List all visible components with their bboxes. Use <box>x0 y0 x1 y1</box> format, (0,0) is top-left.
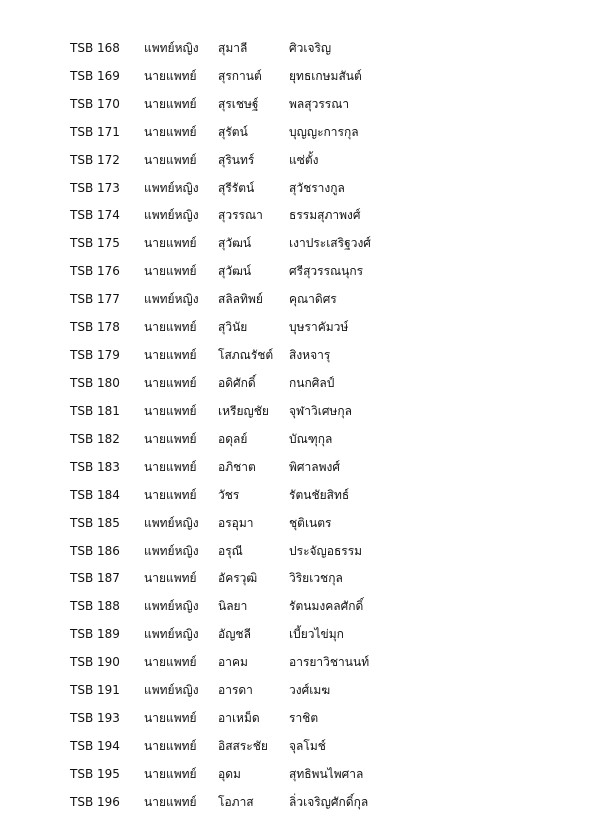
member-title: นายแพทย์ <box>144 403 197 418</box>
member-code: TSB 191 <box>70 683 120 698</box>
table-row <box>70 257 590 285</box>
member-title: นายแพทย์ <box>144 571 197 586</box>
member-first-name: อัญชลี <box>218 627 251 642</box>
member-last-name: ลิ่วเจริญศักดิ์กุล <box>289 794 369 809</box>
table-row <box>70 202 590 230</box>
member-code: TSB 189 <box>70 627 120 642</box>
member-list <box>70 34 590 816</box>
member-title: แพทย์หญิง <box>144 515 199 530</box>
member-title: แพทย์หญิง <box>144 208 199 223</box>
member-first-name: วัชร <box>218 487 240 502</box>
member-last-name: จุฬาวิเศษกุล <box>289 403 352 418</box>
member-first-name: อาคม <box>218 655 248 670</box>
member-last-name: ประจัญอธรรม <box>289 543 363 558</box>
member-title: นายแพทย์ <box>144 655 197 670</box>
member-title: นายแพทย์ <box>144 766 197 781</box>
member-last-name: แซ่ตั้ง <box>289 152 319 167</box>
member-last-name: พิศาลพงศ์ <box>289 459 341 474</box>
member-title: นายแพทย์ <box>144 96 197 111</box>
member-code: TSB 172 <box>70 152 120 167</box>
member-last-name: ศรีสุวรรณนุกร <box>289 264 364 279</box>
member-last-name: ชุติเนตร <box>289 515 332 530</box>
member-code: TSB 185 <box>70 515 120 530</box>
member-last-name: สิงหจารุ <box>289 348 331 363</box>
member-title: นายแพทย์ <box>144 487 197 502</box>
member-first-name: สุวินัย <box>218 320 248 335</box>
table-row <box>70 34 590 62</box>
table-row <box>70 453 590 481</box>
member-last-name: รัตนมงคลศักดิ์ <box>289 599 364 614</box>
table-row <box>70 565 590 593</box>
member-title: นายแพทย์ <box>144 320 197 335</box>
member-title: แพทย์หญิง <box>144 40 199 55</box>
member-title: นายแพทย์ <box>144 152 197 167</box>
member-last-name: อารยาวิชานนท์ <box>289 655 370 670</box>
member-code: TSB 194 <box>70 739 120 753</box>
member-code: TSB 170 <box>70 96 120 111</box>
member-first-name: สุวัฒน์ <box>218 236 252 251</box>
table-row <box>70 285 590 313</box>
member-code: TSB 179 <box>70 348 120 363</box>
member-last-name: บัณฑุกุล <box>289 431 333 446</box>
member-first-name: อรุณี <box>218 543 243 558</box>
table-row <box>70 704 590 732</box>
member-first-name: สุรีรัตน์ <box>218 180 255 195</box>
table-row <box>70 313 590 341</box>
member-first-name: เหรียญชัย <box>218 403 269 418</box>
member-first-name: สุรเชษฐ์ <box>218 96 259 111</box>
member-title: นายแพทย์ <box>144 459 197 474</box>
table-row <box>70 481 590 509</box>
member-code: TSB 195 <box>70 766 120 781</box>
member-title: แพทย์หญิง <box>144 292 199 307</box>
member-code: TSB 173 <box>70 180 120 195</box>
member-first-name: สุวรรณา <box>218 208 263 223</box>
member-code: TSB 177 <box>70 292 120 307</box>
member-first-name: สุวัฒน์ <box>218 264 252 279</box>
table-row <box>70 146 590 174</box>
member-last-name: วงศ์เมฆ <box>289 683 331 698</box>
member-first-name: อิสสระชัย <box>218 739 268 753</box>
member-code: TSB 180 <box>70 376 120 391</box>
member-title: แพทย์หญิง <box>144 599 199 614</box>
member-title: นายแพทย์ <box>144 348 197 363</box>
member-code: TSB 183 <box>70 459 120 474</box>
member-last-name: เงาประเสริฐวงศ์ <box>289 236 371 251</box>
table-row <box>70 537 590 565</box>
member-first-name: อดิศักดิ์ <box>218 376 256 391</box>
member-first-name: อรอุมา <box>218 515 254 530</box>
member-first-name: อารดา <box>218 683 253 698</box>
member-code: TSB 196 <box>70 794 120 809</box>
member-code: TSB 190 <box>70 655 120 670</box>
member-first-name: สุรัตน์ <box>218 124 248 139</box>
table-row <box>70 676 590 704</box>
member-title: นายแพทย์ <box>144 739 197 753</box>
table-row <box>70 369 590 397</box>
member-code: TSB 174 <box>70 208 120 223</box>
member-last-name: สุวัชรางกูล <box>289 180 345 195</box>
member-last-name: จุลโมช์ <box>289 739 326 753</box>
member-first-name: โสภณรัชต์ <box>218 348 274 363</box>
table-row <box>70 760 590 788</box>
table-row <box>70 90 590 118</box>
member-title: นายแพทย์ <box>144 794 197 809</box>
table-row <box>70 620 590 648</box>
member-code: TSB 184 <box>70 487 120 502</box>
member-last-name: บุญญะการกุล <box>289 124 359 139</box>
member-title: นายแพทย์ <box>144 124 197 139</box>
member-code: TSB 187 <box>70 571 120 586</box>
member-first-name: นิลยา <box>218 599 248 614</box>
table-row <box>70 397 590 425</box>
member-last-name: กนกศิลป์ <box>289 376 335 391</box>
member-title: นายแพทย์ <box>144 376 197 391</box>
table-row <box>70 592 590 620</box>
member-first-name: อาเหม็ด <box>218 711 260 726</box>
member-title: นายแพทย์ <box>144 711 197 726</box>
member-first-name: สลิลทิพย์ <box>218 292 263 307</box>
member-first-name: อดุลย์ <box>218 431 248 446</box>
member-title: แพทย์หญิง <box>144 627 199 642</box>
member-last-name: สุทธิพนไพศาล <box>289 766 364 781</box>
member-code: TSB 188 <box>70 599 120 614</box>
table-row <box>70 425 590 453</box>
member-first-name: อภิชาต <box>218 459 256 474</box>
member-code: TSB 171 <box>70 124 120 139</box>
member-last-name: บุษราคัมวษ์ <box>289 320 349 335</box>
table-row <box>70 341 590 369</box>
member-title: แพทย์หญิง <box>144 543 199 558</box>
table-row <box>70 732 590 760</box>
member-title: นายแพทย์ <box>144 236 197 251</box>
member-title: นายแพทย์ <box>144 68 197 83</box>
member-last-name: รัตนชัยสิทธ์ <box>289 487 350 502</box>
member-last-name: คุณาดิศร <box>289 292 337 307</box>
table-row <box>70 509 590 537</box>
member-first-name: โอภาส <box>218 794 254 809</box>
member-first-name: สุมาลี <box>218 40 248 55</box>
member-code: TSB 176 <box>70 264 120 279</box>
member-last-name: ยุทธเกษมสันต์ <box>289 68 362 83</box>
member-last-name: ราชิต <box>289 711 319 726</box>
member-code: TSB 168 <box>70 40 120 55</box>
member-first-name: อัครวุฒิ <box>218 571 258 586</box>
member-last-name: วิริยเวชกุล <box>289 571 343 586</box>
table-row <box>70 788 590 816</box>
table-row <box>70 229 590 257</box>
member-code: TSB 178 <box>70 320 120 335</box>
member-code: TSB 193 <box>70 711 120 726</box>
table-row <box>70 62 590 90</box>
table-row <box>70 648 590 676</box>
member-title: แพทย์หญิง <box>144 180 199 195</box>
member-last-name: ศิวเจริญ <box>289 40 332 55</box>
member-code: TSB 182 <box>70 431 120 446</box>
member-last-name: ธรรมสุภาพงศ์ <box>289 208 361 223</box>
member-code: TSB 186 <box>70 543 120 558</box>
member-code: TSB 175 <box>70 236 120 251</box>
table-row <box>70 174 590 202</box>
member-first-name: อุดม <box>218 766 241 781</box>
table-row <box>70 118 590 146</box>
member-title: นายแพทย์ <box>144 264 197 279</box>
member-title: นายแพทย์ <box>144 431 197 446</box>
member-code: TSB 181 <box>70 403 120 418</box>
member-last-name: พลสุวรรณา <box>289 96 350 111</box>
member-code: TSB 169 <box>70 68 120 83</box>
member-first-name: สุรกานต์ <box>218 68 262 83</box>
member-title: แพทย์หญิง <box>144 683 199 698</box>
member-first-name: สุรินทร์ <box>218 152 255 167</box>
member-last-name: เบี้ยวไข่มุก <box>289 627 344 642</box>
